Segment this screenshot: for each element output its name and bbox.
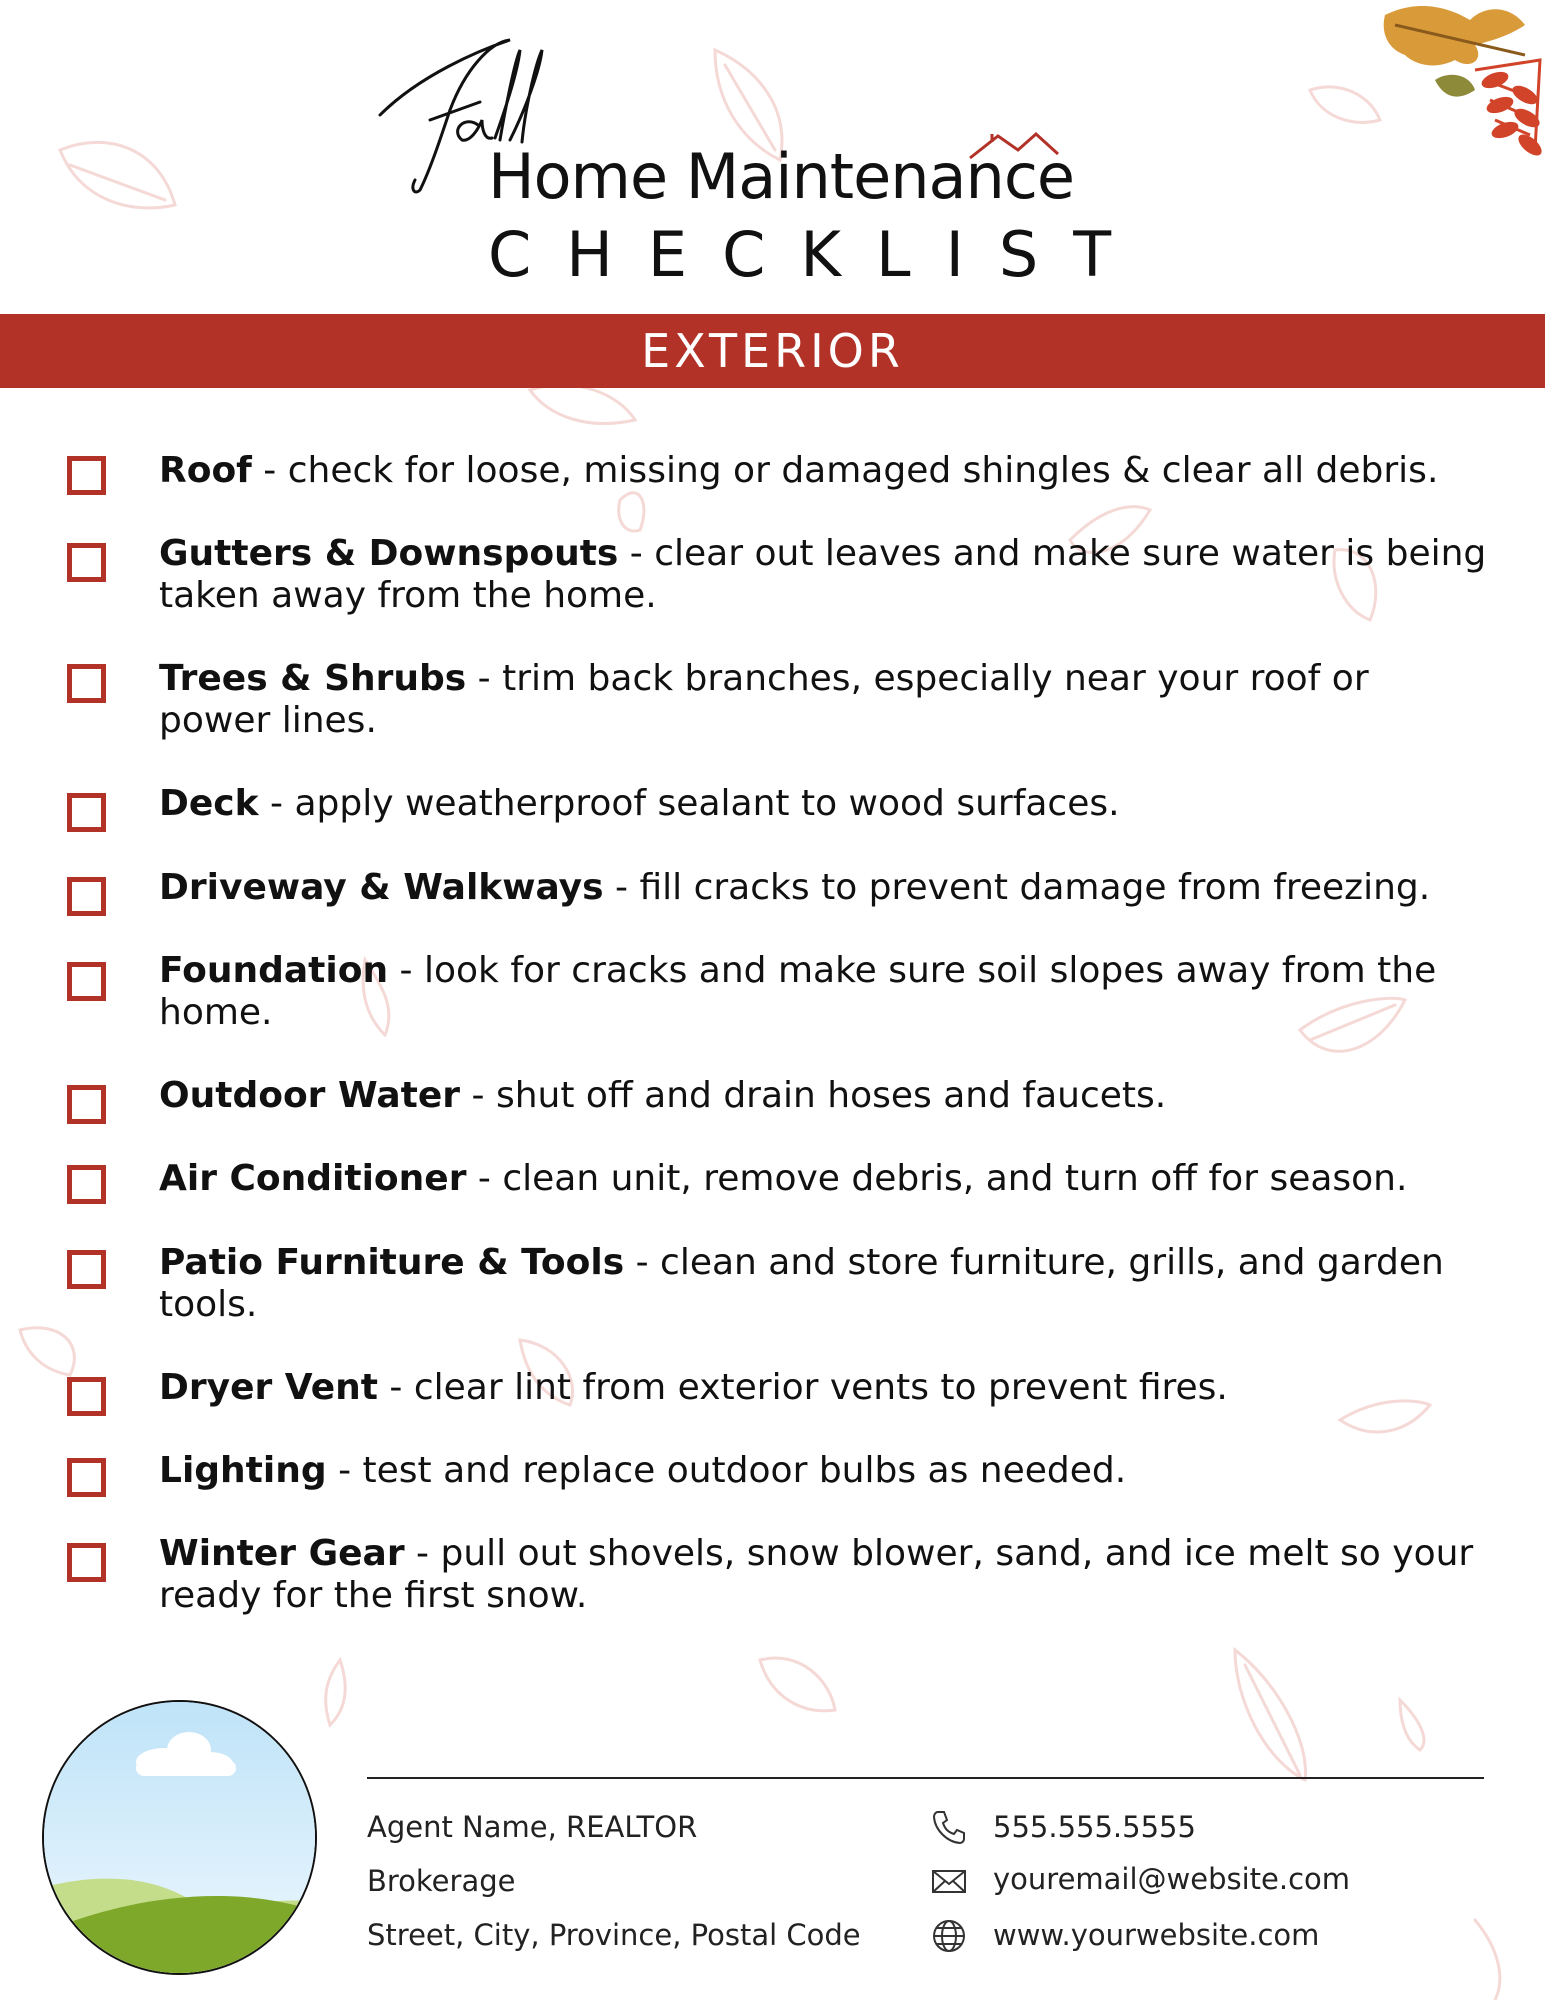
item-description: - clean unit, remove debris, and turn off for season. [466,1158,1408,1199]
footer-divider [367,1777,1484,1779]
item-description: - look for cracks and make sure soil slopes away from the home. [159,950,1437,1033]
phone-number[interactable]: 555.555.5555 [993,1810,1196,1844]
item-label: Driveway & Walkways [159,867,604,908]
checkbox[interactable] [67,456,106,495]
item-label: Deck [159,783,259,824]
email-address[interactable]: youremail@website.com [993,1862,1351,1896]
item-label: Trees & Shrubs [159,658,467,699]
checkbox[interactable] [67,1165,106,1204]
item-label: Dryer Vent [159,1367,378,1408]
envelope-icon [930,1862,968,1900]
address: Street, City, Province, Postal Code [367,1918,861,1952]
checkbox[interactable] [67,543,106,582]
item-description: - clear out leaves and make sure water is being taken away from the home. [159,533,1487,616]
checklist-item-text [159,950,1489,1034]
checkbox[interactable] [67,1377,106,1416]
checklist-item-text [159,1158,1489,1200]
item-label: Outdoor Water [159,1075,461,1116]
checklist-item-text [159,533,1489,617]
item-description: - test and replace outdoor bulbs as needed. [326,1450,1127,1491]
item-label: Foundation [159,950,389,991]
checklist-item-text [159,450,1489,492]
checklist-item-text [159,1367,1489,1409]
page-header [0,0,1545,300]
item-description: - trim back branches, especially near your roof or power lines. [159,658,1369,741]
brokerage: Brokerage [367,1864,516,1898]
section-banner-exterior: EXTERIOR [0,314,1545,388]
item-description: - shut off and drain hoses and faucets. [460,1075,1167,1116]
checkbox[interactable] [67,793,106,832]
checklist-item-text [159,1533,1489,1617]
title-checklist: CHECKLIST [488,218,1147,291]
checkbox[interactable] [67,1250,106,1289]
checklist-item-text [159,1075,1489,1117]
item-description: - check for loose, missing or damaged shingles & clear all debris. [251,450,1439,491]
landscape-image [44,1702,317,1975]
item-description: - fill cracks to prevent damage from freezing. [603,867,1431,908]
item-description: - apply weatherproof sealant to wood surfaces. [258,783,1120,824]
checklist-item-text [159,1242,1489,1326]
checklist-item-text [159,658,1489,742]
checkbox[interactable] [67,664,106,703]
item-label: Lighting [159,1450,327,1491]
checklist-item-text [159,867,1489,909]
agent-name: Agent Name, REALTOR [367,1810,698,1844]
checkbox[interactable] [67,1085,106,1124]
checkbox[interactable] [67,1543,106,1582]
phone-icon [930,1808,968,1846]
item-label: Air Conditioner [159,1158,467,1199]
item-label: Patio Furniture & Tools [159,1242,625,1283]
website-link[interactable]: www.yourwebsite.com [993,1918,1320,1952]
checklist-item-text [159,1450,1489,1492]
checklist-item-text [159,783,1489,825]
item-description: - pull out shovels, snow blower, sand, and ice melt so your ready for the first snow. [159,1533,1474,1616]
checkbox[interactable] [67,1458,106,1497]
item-label: Roof [159,450,252,491]
globe-icon [930,1917,968,1955]
item-description: - clear lint from exterior vents to prevent fires. [377,1367,1228,1408]
checkbox[interactable] [67,877,106,916]
title-home-maintenance: Home Maintenance [488,140,1075,213]
item-label: Gutters & Downspouts [159,533,619,574]
agent-photo-placeholder [42,1700,317,1975]
item-label: Winter Gear [159,1533,405,1574]
checkbox[interactable] [67,962,106,1001]
item-description: - clean and store furniture, grills, and garden tools. [159,1242,1444,1325]
